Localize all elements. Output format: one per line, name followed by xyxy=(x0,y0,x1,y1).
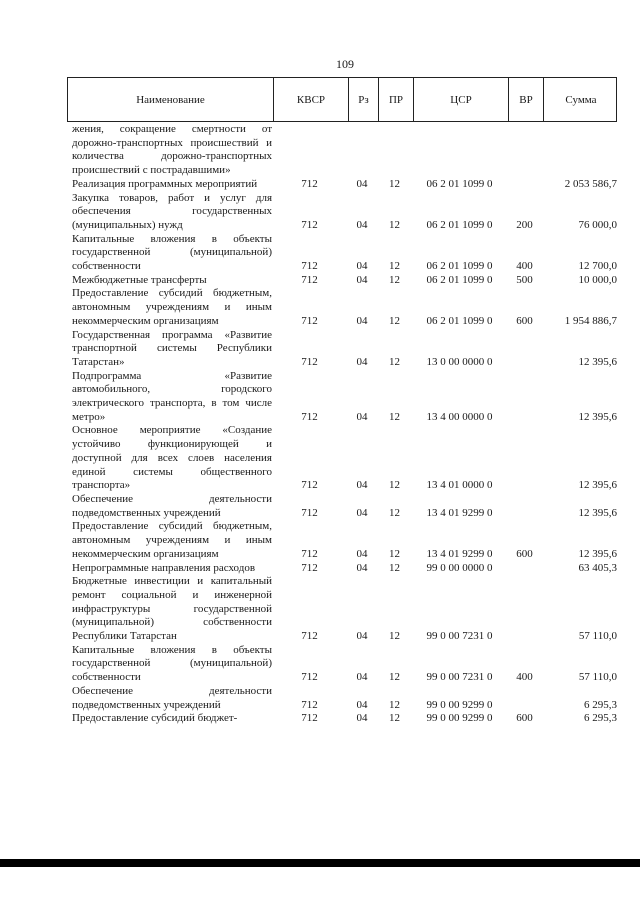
row-vr: 500 xyxy=(516,273,533,286)
row-vr: 200 xyxy=(516,218,533,231)
row-name: Предоставление субсидий бюджетным, автономным учреждениям и иным некоммерческим организациям xyxy=(72,287,272,327)
row-pr: 12 xyxy=(389,547,400,560)
row-rz: 04 xyxy=(356,712,368,725)
row-name: Капитальные вложения в объекты государственной (муниципальной) собственности xyxy=(72,643,272,684)
row-vr: 400 xyxy=(516,671,533,684)
row-rz: 04 xyxy=(356,547,368,560)
row-rz: 04 xyxy=(356,671,368,684)
row-rz: 04 xyxy=(356,355,368,368)
header-csr: ЦСР xyxy=(413,78,508,121)
row-pr: 12 xyxy=(389,506,400,519)
row-name: Предоставление субсидий бюджетным, автономным учреждениям и иным некоммерческим организациям xyxy=(72,520,272,560)
row-vr: 600 xyxy=(516,314,533,327)
row-rz: 04 xyxy=(356,177,368,190)
row-csr: 13 4 01 9299 0 xyxy=(426,506,493,519)
row-rz: 04 xyxy=(356,314,368,327)
header-vr: ВР xyxy=(508,78,543,121)
row-sum: 12 395,6 xyxy=(578,506,617,519)
row-sum: 57 110,0 xyxy=(578,671,617,684)
row-pr: 12 xyxy=(389,273,400,286)
row-name: Обеспечение деятельности подведомственных учреждений xyxy=(72,684,272,711)
row-sum: 10 000,0 xyxy=(578,273,617,286)
page-number: 109 xyxy=(336,57,354,71)
table-row xyxy=(72,562,617,576)
table-row xyxy=(72,329,617,370)
row-name: Реализация программных мероприятий xyxy=(72,177,258,190)
row-kvsr: 712 xyxy=(301,260,318,273)
row-pr: 12 xyxy=(389,260,400,273)
row-kvsr: 712 xyxy=(301,698,318,711)
row-rz: 04 xyxy=(356,561,368,574)
row-rz: 04 xyxy=(356,698,368,711)
row-sum: 12 395,6 xyxy=(578,547,617,560)
table-row xyxy=(72,712,617,726)
row-name: Подпрограмма «Развитие автомобильного, городского электрического транспорта, в том числе метро» xyxy=(72,369,272,423)
row-name: Закупка товаров, работ и услуг для обеспечения государственных (муниципальных) нужд xyxy=(72,191,272,231)
row-name: Основное мероприятие «Создание устойчиво функционирующей и доступной для всех слоев населения единой системы общественного транспорта» xyxy=(72,424,272,492)
row-pr: 12 xyxy=(389,218,400,231)
row-csr: 13 4 00 0000 0 xyxy=(426,410,493,423)
row-rz: 04 xyxy=(356,506,368,519)
row-sum: 12 395,6 xyxy=(578,410,617,423)
row-sum: 6 295,3 xyxy=(584,712,617,725)
row-name: Капитальные вложения в объекты государственной (муниципальной) собственности xyxy=(72,232,272,273)
row-name: Межбюджетные трансферты xyxy=(72,273,207,286)
row-pr: 12 xyxy=(389,561,400,574)
row-rz: 04 xyxy=(356,410,368,423)
row-sum: 2 053 586,7 xyxy=(564,177,617,190)
row-pr: 12 xyxy=(389,410,400,423)
row-kvsr: 712 xyxy=(301,177,318,190)
row-kvsr: 712 xyxy=(301,273,318,286)
row-csr: 06 2 01 1099 0 xyxy=(426,218,493,231)
row-rz: 04 xyxy=(356,260,368,273)
header-kvsr: КВСР xyxy=(273,78,348,121)
header-name: Наименование xyxy=(136,93,205,106)
header-rz: Рз xyxy=(348,78,378,121)
row-vr: 600 xyxy=(516,547,533,560)
row-sum: 12 700,0 xyxy=(578,260,617,273)
row-pr: 12 xyxy=(389,671,400,684)
scan-bottom-edge xyxy=(0,859,640,867)
table-row xyxy=(72,520,617,561)
header-sum: Сумма xyxy=(543,78,618,121)
row-pr: 12 xyxy=(389,630,400,643)
table-row xyxy=(72,233,617,274)
table-row xyxy=(72,274,617,288)
table-row xyxy=(72,644,617,685)
row-csr: 13 4 01 0000 0 xyxy=(426,479,493,492)
row-name: Непрограммные направления расходов xyxy=(72,561,256,574)
row-kvsr: 712 xyxy=(301,355,318,368)
table-row xyxy=(72,192,617,233)
row-csr: 06 2 01 1099 0 xyxy=(426,260,493,273)
row-kvsr: 712 xyxy=(301,561,318,574)
row-kvsr: 712 xyxy=(301,630,318,643)
row-csr: 99 0 00 7231 0 xyxy=(426,630,493,643)
row-sum: 63 405,3 xyxy=(578,561,617,574)
row-pr: 12 xyxy=(389,712,400,725)
row-rz: 04 xyxy=(356,479,368,492)
row-csr: 06 2 01 1099 0 xyxy=(426,177,493,190)
row-csr: 99 0 00 9299 0 xyxy=(426,698,493,711)
row-csr: 99 0 00 9299 0 xyxy=(426,712,493,725)
table-row xyxy=(72,178,617,192)
row-csr: 06 2 01 1099 0 xyxy=(426,314,493,327)
row-vr: 600 xyxy=(516,712,533,725)
row-sum: 12 395,6 xyxy=(578,355,617,368)
row-rz: 04 xyxy=(356,630,368,643)
row-kvsr: 712 xyxy=(301,314,318,327)
row-sum: 12 395,6 xyxy=(578,479,617,492)
row-name: Обеспечение деятельности подведомственных учреждений xyxy=(72,492,272,519)
row-kvsr: 712 xyxy=(301,218,318,231)
row-sum: 57 110,0 xyxy=(578,630,617,643)
table-header xyxy=(67,77,617,122)
table-row xyxy=(72,123,617,178)
table-row xyxy=(72,685,617,712)
table-row xyxy=(72,424,617,493)
row-sum: 6 295,3 xyxy=(584,698,617,711)
row-pr: 12 xyxy=(389,698,400,711)
row-csr: 06 2 01 1099 0 xyxy=(426,273,493,286)
row-rz: 04 xyxy=(356,218,368,231)
row-kvsr: 712 xyxy=(301,506,318,519)
table-row xyxy=(72,575,617,644)
table-row xyxy=(72,493,617,520)
row-name: Бюджетные инвестиции и капитальный ремонт социальной и инженерной инфраструктуры государственной (муниципальной) собственности Республики Татарстан xyxy=(72,575,272,643)
row-name: Государственная программа «Развитие транспортной системы Республики Татарстан» xyxy=(72,328,272,368)
row-kvsr: 712 xyxy=(301,671,318,684)
table-row xyxy=(72,370,617,425)
row-csr: 13 0 00 0000 0 xyxy=(426,355,493,368)
row-kvsr: 712 xyxy=(301,547,318,560)
row-vr: 400 xyxy=(516,260,533,273)
row-kvsr: 712 xyxy=(301,410,318,423)
table-body xyxy=(72,123,617,726)
header-pr: ПР xyxy=(378,78,413,121)
row-pr: 12 xyxy=(389,479,400,492)
row-rz: 04 xyxy=(356,273,368,286)
row-name: жения, сокращение смертности от дорожно-транспортных происшествий и количества дорожно-транспортных происшествий с пострадавшими» xyxy=(72,123,272,177)
row-csr: 99 0 00 0000 0 xyxy=(426,561,493,574)
row-pr: 12 xyxy=(389,177,400,190)
table-row xyxy=(72,287,617,328)
row-kvsr: 712 xyxy=(301,712,318,725)
row-pr: 12 xyxy=(389,355,400,368)
row-csr: 99 0 00 7231 0 xyxy=(426,671,493,684)
row-name: Предоставление субсидий бюджет- xyxy=(72,712,238,725)
row-sum: 1 954 886,7 xyxy=(564,314,617,327)
row-kvsr: 712 xyxy=(301,479,318,492)
row-csr: 13 4 01 9299 0 xyxy=(426,547,493,560)
row-pr: 12 xyxy=(389,314,400,327)
row-sum: 76 000,0 xyxy=(578,218,617,231)
